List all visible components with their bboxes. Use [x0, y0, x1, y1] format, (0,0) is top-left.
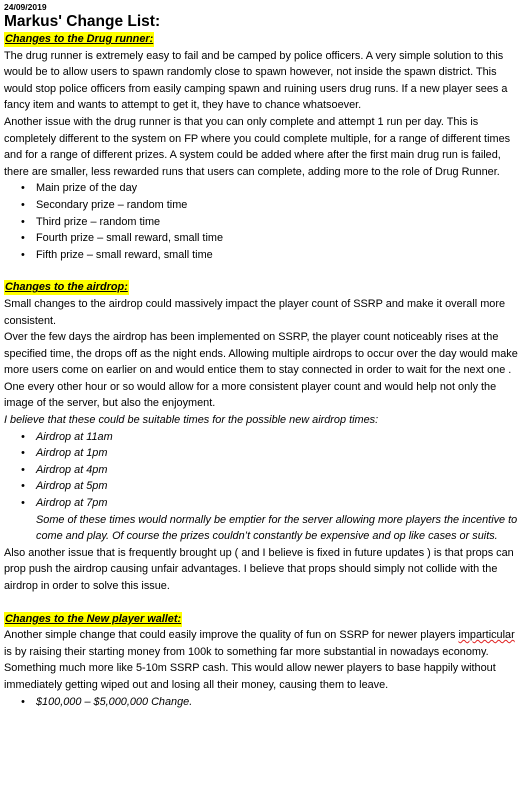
- paragraph-text: is by raising their starting money from 100k to something far more substantial in nowadays economy. Something much more like 5-10m SSRP cash. This would allow newer players to base happily without immediately getting wiped out and losing all their money, causing them to leave.: [4, 645, 496, 691]
- document-title: Markus' Change List:: [4, 13, 161, 30]
- airdrop-times-list: [4, 429, 524, 512]
- section-heading-new-player-wallet: Changes to the New player wallet:: [5, 612, 182, 625]
- airdrop-times-intro: I believe that these could be suitable times for the possible new airdrop times:: [4, 414, 379, 427]
- paragraph: Also another issue that is frequently brought up ( and I believe is fixed in future updates ) is that props can prop push the airdrop causing unfair advantages. I believe that props should simply not collide with the airdrop in order to solve this issue.: [4, 546, 514, 592]
- paragraph: Over the few days the airdrop has been implemented on SSRP, the player count noticeably rises at the specified time, the drops off as the night ends. Allowing multiple airdrops to occur over the day would make more users come on earlier on and would entice them to stay connected in order to wait for the next one . One every other hour or so would allow for a more consistent player count and would help not only the image of the server, but also the enjoyment.: [4, 331, 518, 410]
- section-airdrop: [4, 279, 524, 594]
- list-item: • Fourth prize – small reward, small time: [36, 230, 524, 247]
- airdrop-times-note: Some of these times would normally be emptier for the server allowing more players the incentive to come and play. Of course the prizes couldn’t constantly be expensive and op like cases or suits.: [36, 513, 518, 543]
- list-item: • Fifth prize – small reward, small time: [36, 247, 524, 264]
- paragraph: The drug runner is extremely easy to fail and be camped by police officers. A very simple solution to this would be to allow users to spawn randomly close to spawn however, not inside the spawn district. This would stop police officers from easily camping spawn and ruining users drug runs. If a new player sees a fancy item and wants to attempt to get it, they have to chance whatsoever.: [4, 49, 508, 112]
- paragraph: Small changes to the airdrop could massively impact the player count of SSRP and make it overall more consistent.: [4, 297, 506, 327]
- list-item: • Airdrop at 5pm: [36, 478, 524, 495]
- spacer: [4, 263, 524, 279]
- list-item: • $100,000 – $5,000,000 Change.: [36, 694, 524, 711]
- wallet-change-list: [4, 694, 524, 711]
- misspelled-word: imparticular: [458, 629, 515, 642]
- list-item: • Main prize of the day: [36, 180, 524, 197]
- section-heading-airdrop: Changes to the airdrop:: [5, 281, 128, 294]
- paragraph-text: Another simple change that could easily improve the quality of fun on SSRP for newer players: [4, 629, 456, 642]
- list-item: • Third prize – random time: [36, 214, 524, 231]
- section-new-player-wallet: [4, 611, 524, 711]
- list-item: • Airdrop at 11am: [36, 429, 524, 446]
- prize-list: [4, 180, 524, 263]
- list-item: • Airdrop at 1pm: [36, 445, 524, 462]
- section-heading-drug-runner: Changes to the Drug runner:: [5, 33, 154, 45]
- list-item: • Secondary prize – random time: [36, 197, 524, 214]
- section-drug-runner: [4, 31, 524, 263]
- list-item: • Airdrop at 4pm: [36, 462, 524, 479]
- paragraph: Another issue with the drug runner is that you can only complete and attempt 1 run per day. This is completely different to the system on FP where you could complete multiple, for a range of different times and for a range of different prizes. A system could be added where after the first main drug run is failed, there are smaller, less rewarded runs that users can complete, adding more to the role of Drug Runner.: [4, 115, 511, 178]
- spacer: [4, 595, 524, 611]
- document-date: 24/09/2019: [4, 2, 47, 12]
- paragraph: [4, 627, 524, 693]
- list-item: • Airdrop at 7pm: [36, 495, 524, 512]
- document-page: [4, 2, 524, 710]
